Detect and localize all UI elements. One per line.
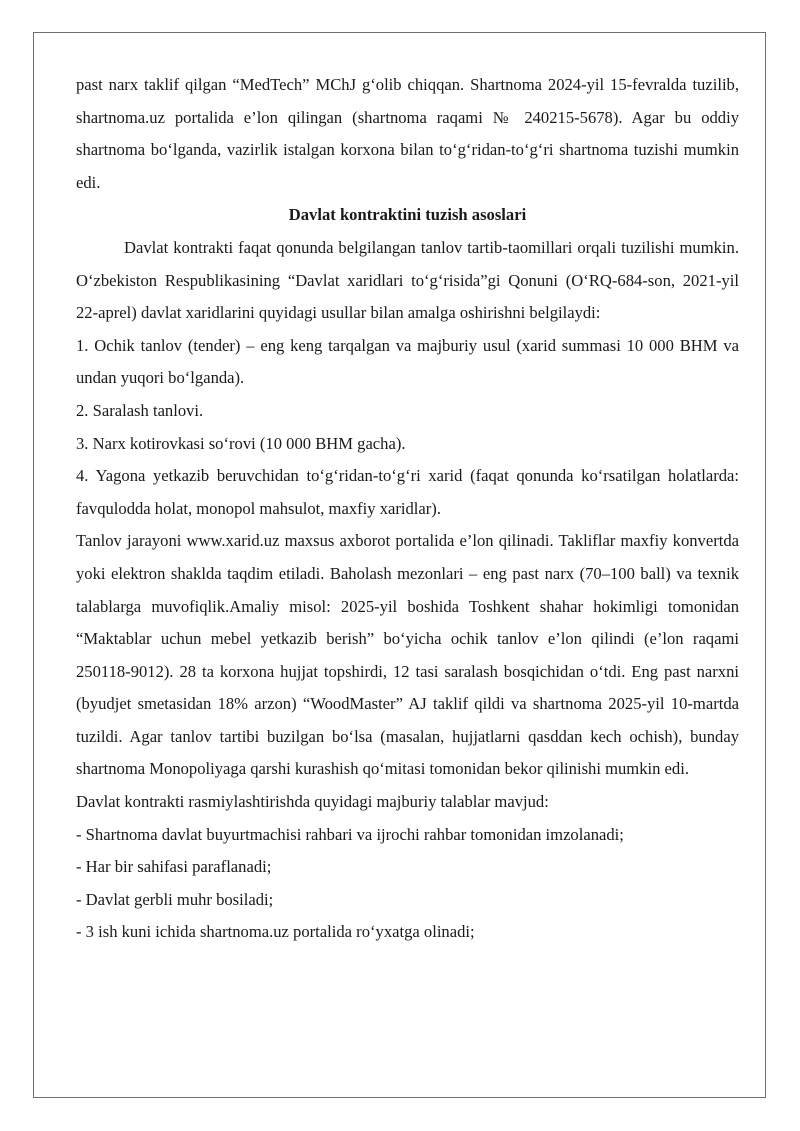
method-item-3: 3. Narx kotirovkasi so‘rovi (10 000 BHM gacha). [76, 433, 406, 453]
requirements-intro: Davlat kontrakti rasmiylashtirishda quyidagi majburiy talablar mavjud: [76, 792, 549, 812]
requirement-item-1: - Shartnoma davlat buyurtmachisi rahbari va ijrochi rahbar tomonidan imzolanadi; [76, 824, 624, 844]
requirement-item-4: - 3 ish kuni ichida shartnoma.uz portalida ro‘yxatga olinadi; [76, 922, 475, 942]
method-item-1: 1. Ochik tanlov (tender) – eng keng tarqalgan va majburiy usul (xarid summasi 10 000 BHM va undan yuqori bo‘lganda). [76, 335, 739, 388]
section-paragraph: Davlat kontrakti faqat qonunda belgilangan tanlov tartib-taomillari orqali tuzilishi mumkin. O‘zbekiston Respublikasining “Davlat xaridlari to‘g‘risida”gi Qonuni (O‘RQ-684-son, 2021-yil 22-aprel) davlat xaridlarini quyidagi usullar bilan amalga oshirishni belgilaydi: [76, 237, 739, 323]
requirement-item-3: - Davlat gerbli muhr bosiladi; [76, 889, 274, 909]
tender-paragraph: Tanlov jarayoni www.xarid.uz maxsus axborot portalida e’lon qilinadi. Takliflar maxfiy konvertda yoki elektron shaklda taqdim etiladi. Baholash mezonlari – eng past narx (70–100 ball) va texnik talablarga muvofiqlik.Amaliy misol: 2025-yil boshida Toshkent shahar hokimligi tomonidan “Maktablar uchun mebel yetkazib berish” bo‘yicha ochik tanlov e’lon qilindi (e’lon raqami 250118-9012). 28 ta korxona hujjat topshirdi, 12 tasi saralash bosqichidan o‘tdi. Eng past narxni (byudjet smetasidan 18% arzon) “WoodMaster” AJ taklif qildi va shartnoma 2025-yil 10-martda tuzildi. Agar tanlov tartibi buzilgan bo‘lsa (masalan, hujjatlarni qasddan kech ochish), bunday shartnoma Monopoliyaga qarshi kurashish qo‘mitasi tomonidan bekor qilinishi mumkin edi. [76, 531, 739, 779]
document-body [76, 69, 739, 949]
method-item-2: 2. Saralash tanlovi. [76, 400, 204, 420]
requirement-item-2: - Har bir sahifasi paraflanadi; [76, 857, 272, 877]
intro-paragraph: past narx taklif qilgan “MedTech” MChJ g‘olib chiqqan. Shartnoma 2024-yil 15-fevralda tuzilib, shartnoma.uz portalida e’lon qilingan (shartnoma raqami № 240215-5678). Agar bu oddiy shartnoma bo‘lganda, vazirlik istalgan korxona bilan to‘g‘ridan-to‘g‘ri shartnoma tuzishi mumkin edi. [76, 75, 739, 192]
method-item-4: 4. Yagona yetkazib beruvchidan to‘g‘ridan-to‘g‘ri xarid (faqat qonunda ko‘rsatilgan holatlarda: favqulodda holat, monopol mahsulot, maxfiy xaridlar). [76, 466, 739, 518]
section-heading: Davlat kontraktini tuzish asoslari [288, 205, 527, 225]
